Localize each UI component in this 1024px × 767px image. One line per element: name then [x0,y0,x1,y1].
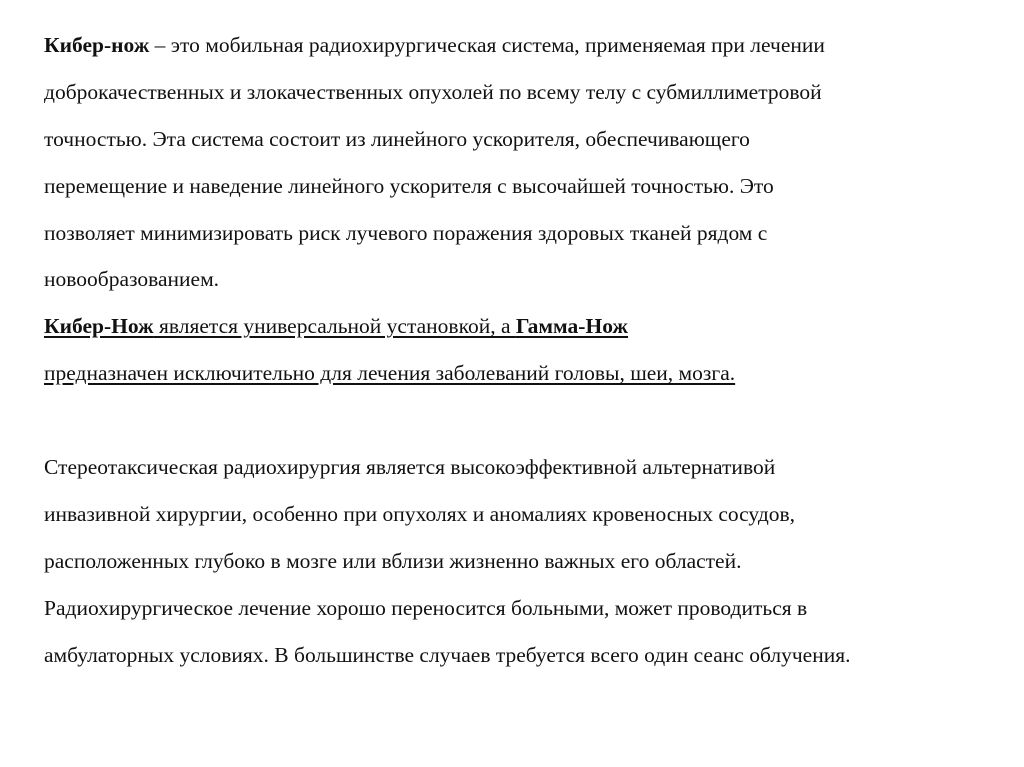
cyberknife-term-2: Кибер-Нож [44,314,154,339]
text-block [44,22,1014,678]
underlined-line1 [44,314,628,338]
paragraph2-line1-text: является универсальной установкой, а [153,314,516,339]
paragraph3-line1: Стереотаксическая радиохирургия является высокоэффективной альтернативой [44,455,776,480]
underlined-line2: предназначен исключительно для лечения заболеваний головы, шеи, мозга. [44,361,736,386]
gammaknife-term: Гамма-Нож [515,314,628,339]
paragraph3-line5: амбулаторных условиях. В большинстве случаев требуется всего один сеанс облучения. [44,642,851,667]
paragraph3-line2: инвазивной хирургии, особенно при опухолях и аномалиях кровеносных сосудов, [44,501,796,526]
paragraph1-line3: точностью. Эта система состоит из линейного ускорителя, обеспечивающего [44,126,750,151]
paragraph1-line2: доброкачественных и злокачественных опухолей по всему телу с субмиллиметровой [44,79,822,104]
paragraph1-line1 [44,22,1014,69]
paragraph1-line5: позволяет минимизировать риск лучевого поражения здоровых тканей рядом с [44,220,768,245]
paragraph1-line1-text: – это мобильная радиохирургическая система, применяемая при лечении [149,33,825,57]
paragraph-spacer [44,397,1014,444]
paragraph2-line2 [44,350,1014,397]
cyberknife-term: Кибер-нож [44,33,150,57]
paragraph3-line3: расположенных глубоко в мозге или вблизи жизненно важных его областей. [44,548,742,573]
paragraph2-line1 [44,303,1014,350]
paragraph1-line6: новообразованием. [44,267,220,292]
paragraph1-line4: перемещение и наведение линейного ускорителя с высочайшей точностью. Это [44,173,774,198]
paragraph3-line4: Радиохирургическое лечение хорошо переносится больными, может проводиться в [44,595,808,620]
